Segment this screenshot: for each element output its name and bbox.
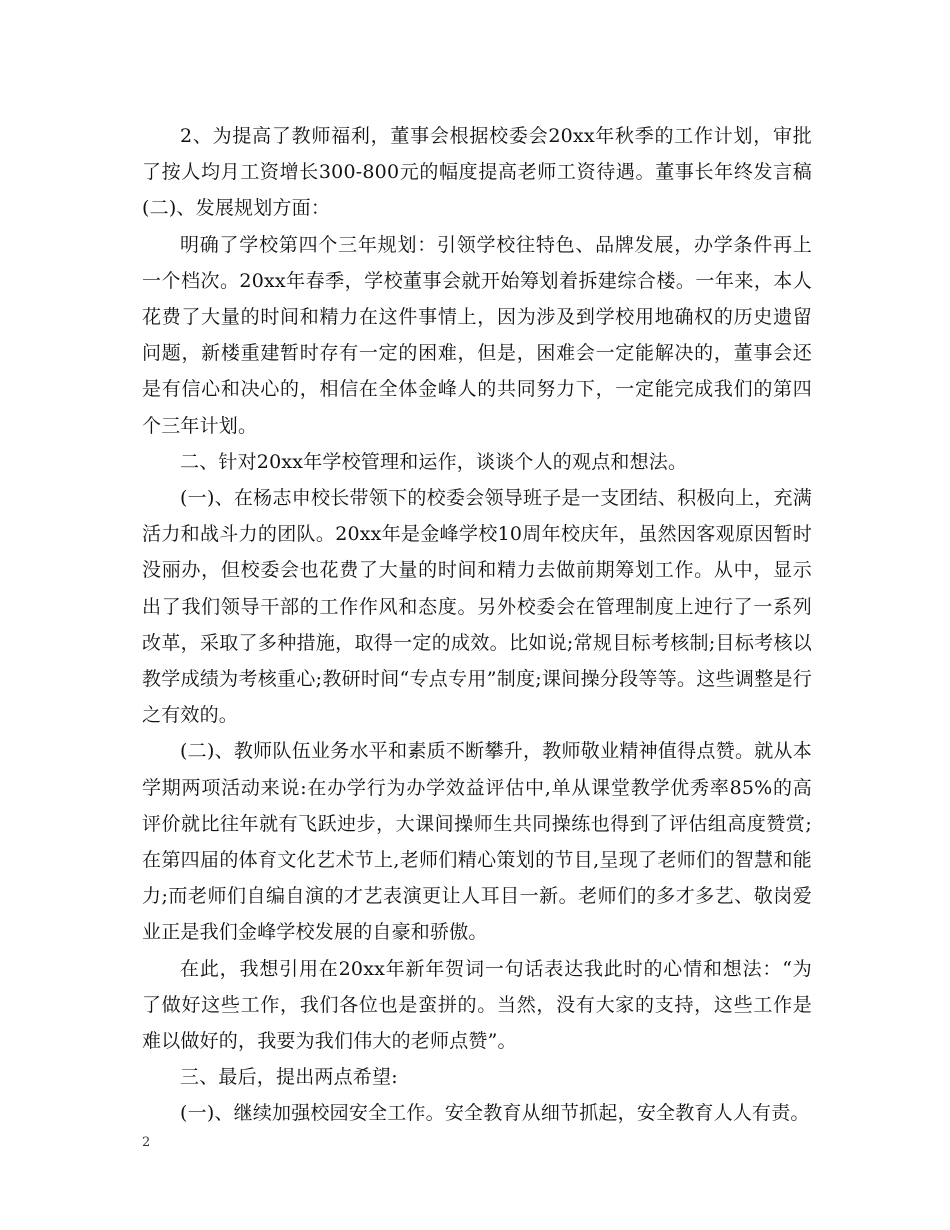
paragraph-section-three-heading: 三、最后，提出两点希望: xyxy=(180,1066,398,1089)
paragraph-campus-safety: (一)、继续加强校园安全工作。安全教育从细节抓起，安全教育人人有责。 xyxy=(180,1102,810,1125)
paragraph-welfare: 2、为提高了教师福利，董事会根据校委会20xx年秋季的工作计划，审批了按人均月工资增长300-800元的幅度提高老师工资待遇。董事长年终发言稿(二)、发展规划方面： xyxy=(142,125,812,220)
paragraph-teacher-quality: (二)、教师队伍业务水平和素质不断攀升，教师敬业精神值得点赞。就从本学期两项活动来说:在办学行为办学效益评估中,单从课堂教学优秀率85%的高评价就比往年就有飞跃迚步，大课间操师生共同操练也得到了评估组高度赞赏;在第四届的体育文化艺术节上,老师们精心策划的节目,呈现了老师们的智慧和能力;而老师们自编自演的才艺表演更让人耳目一新。老师们的多才多艺、敬岗爱业正是我们金峰学校发展的自豪和骄傲。 xyxy=(142,740,812,944)
page-number: 2 xyxy=(142,1135,151,1150)
paragraph-three-year-plan: 明确了学校第四个三年规划：引领学校往特色、品牌发展，办学条件再上一个档次。20xx年春季，学校董事会就开始筹划着拆建综合楼。一年来，本人花费了大量的时间和精力在这件事情上，因为涉及到学校用地确权的历史遗留问题，新楼重建暂时存有一定的困难，但是，困难会一定能解决的，董事会还是有信心和决心的，相信在全体金峰人的共同努力下，一定能完成我们的第四个三年计划。 xyxy=(142,233,812,437)
paragraph-section-two-heading: 二、针对20xx年学校管理和运作，谈谈个人的观点和想法。 xyxy=(180,450,688,473)
paragraph-new-year-quote: 在此，我想引用在20xx年新年贺词一句话表达我此时的心情和想法：“为了做好这些工作，我们各位也是蛮拼的。当然，没有大家的支持，这些工作是难以做好的，我要为我们伟大的老师点赞”。 xyxy=(142,957,812,1053)
document-body xyxy=(142,118,812,1132)
paragraph-leadership-team: (一)、在杨志申校长带领下的校委会领导班子是一支团结、积极向上，充满活力和战斗力的团队。20xx年是金峰学校10周年校庆年，虽然因客观原因暂时没丽办，但校委会也花费了大量的时间和精力去做前期筹划工作。从中，显示出了我们领导干部的工作作风和态度。另外校委会在管理制度上迚行了一系列改革，采取了多种措施，取得一定的成效。比如说;常规目标考核制;目标考核以教学成绩为考核重心;教研时间“专点专用”制度;课间操分段等等。这些调整是行之有效的。 xyxy=(142,487,812,727)
